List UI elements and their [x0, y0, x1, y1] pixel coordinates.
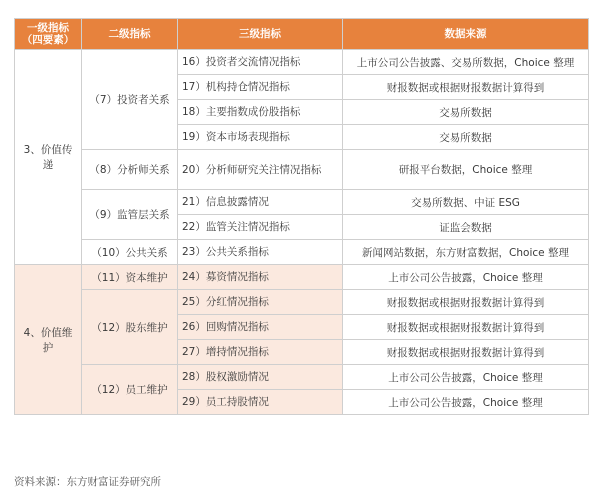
- table-section: [15, 265, 589, 415]
- table-row: [15, 190, 589, 215]
- source-cell: 交易所数据: [343, 125, 589, 150]
- level2-cell: （11）资本维护: [82, 265, 178, 290]
- level3-cell: 17）机构持仓情况指标: [178, 75, 343, 100]
- source-cell: 交易所数据、中证 ESG: [343, 190, 589, 215]
- level2-cell: （12）员工维护: [82, 365, 178, 415]
- header-source: 数据来源: [343, 19, 589, 50]
- level3-cell: 18）主要指数成份股指标: [178, 100, 343, 125]
- level3-cell: 25）分红情况指标: [178, 290, 343, 315]
- level1-cell: 3、价值传递: [15, 50, 82, 265]
- source-cell: 财报数据或根据财报数据计算得到: [343, 75, 589, 100]
- level2-cell: （9）监管层关系: [82, 190, 178, 240]
- level1-cell: 4、价值维护: [15, 265, 82, 415]
- table-row: [15, 150, 589, 190]
- source-cell: 上市公司公告披露，Choice 整理: [343, 265, 589, 290]
- source-cell: 财报数据或根据财报数据计算得到: [343, 340, 589, 365]
- source-cell: 交易所数据: [343, 100, 589, 125]
- level3-cell: 26）回购情况指标: [178, 315, 343, 340]
- level3-cell: 23）公共关系指标: [178, 240, 343, 265]
- source-cell: 新闻网站数据，东方财富数据，Choice 整理: [343, 240, 589, 265]
- source-cell: 财报数据或根据财报数据计算得到: [343, 315, 589, 340]
- table-row: [15, 240, 589, 265]
- table-row: [15, 365, 589, 390]
- level3-cell: 28）股权激励情况: [178, 365, 343, 390]
- level3-cell: 22）监管关注情况指标: [178, 215, 343, 240]
- header-level1-line1: 一级指标: [27, 22, 69, 34]
- level3-cell: 21）信息披露情况: [178, 190, 343, 215]
- source-cell: 研报平台数据，Choice 整理: [343, 150, 589, 190]
- table-row: [15, 265, 589, 290]
- source-footnote: 资料来源：东方财富证券研究所: [14, 476, 161, 488]
- header-level3: 三级指标: [178, 19, 343, 50]
- header-level1: [15, 19, 82, 50]
- header-level1-line2: （四要素）: [21, 34, 75, 46]
- level3-cell: 19）资本市场表现指标: [178, 125, 343, 150]
- header-level2: 二级指标: [82, 19, 178, 50]
- level3-cell: 16）投资者交流情况指标: [178, 50, 343, 75]
- level3-cell: 20）分析师研究关注情况指标: [178, 150, 343, 190]
- table-row: [15, 290, 589, 315]
- source-cell: 财报数据或根据财报数据计算得到: [343, 290, 589, 315]
- table-header-row: [15, 19, 589, 50]
- table-row: [15, 50, 589, 75]
- table-section: [15, 50, 589, 265]
- level3-cell: 27）增持情况指标: [178, 340, 343, 365]
- level2-cell: （7）投资者关系: [82, 50, 178, 150]
- source-cell: 上市公司公告披露，Choice 整理: [343, 365, 589, 390]
- level2-cell: （12）股东维护: [82, 290, 178, 365]
- source-cell: 证监会数据: [343, 215, 589, 240]
- level3-cell: 29）员工持股情况: [178, 390, 343, 415]
- level3-cell: 24）募资情况指标: [178, 265, 343, 290]
- indicator-table: [14, 18, 589, 415]
- source-cell: 上市公司公告披露，Choice 整理: [343, 390, 589, 415]
- level2-cell: （8）分析师关系: [82, 150, 178, 190]
- level2-cell: （10）公共关系: [82, 240, 178, 265]
- source-cell: 上市公司公告披露、交易所数据，Choice 整理: [343, 50, 589, 75]
